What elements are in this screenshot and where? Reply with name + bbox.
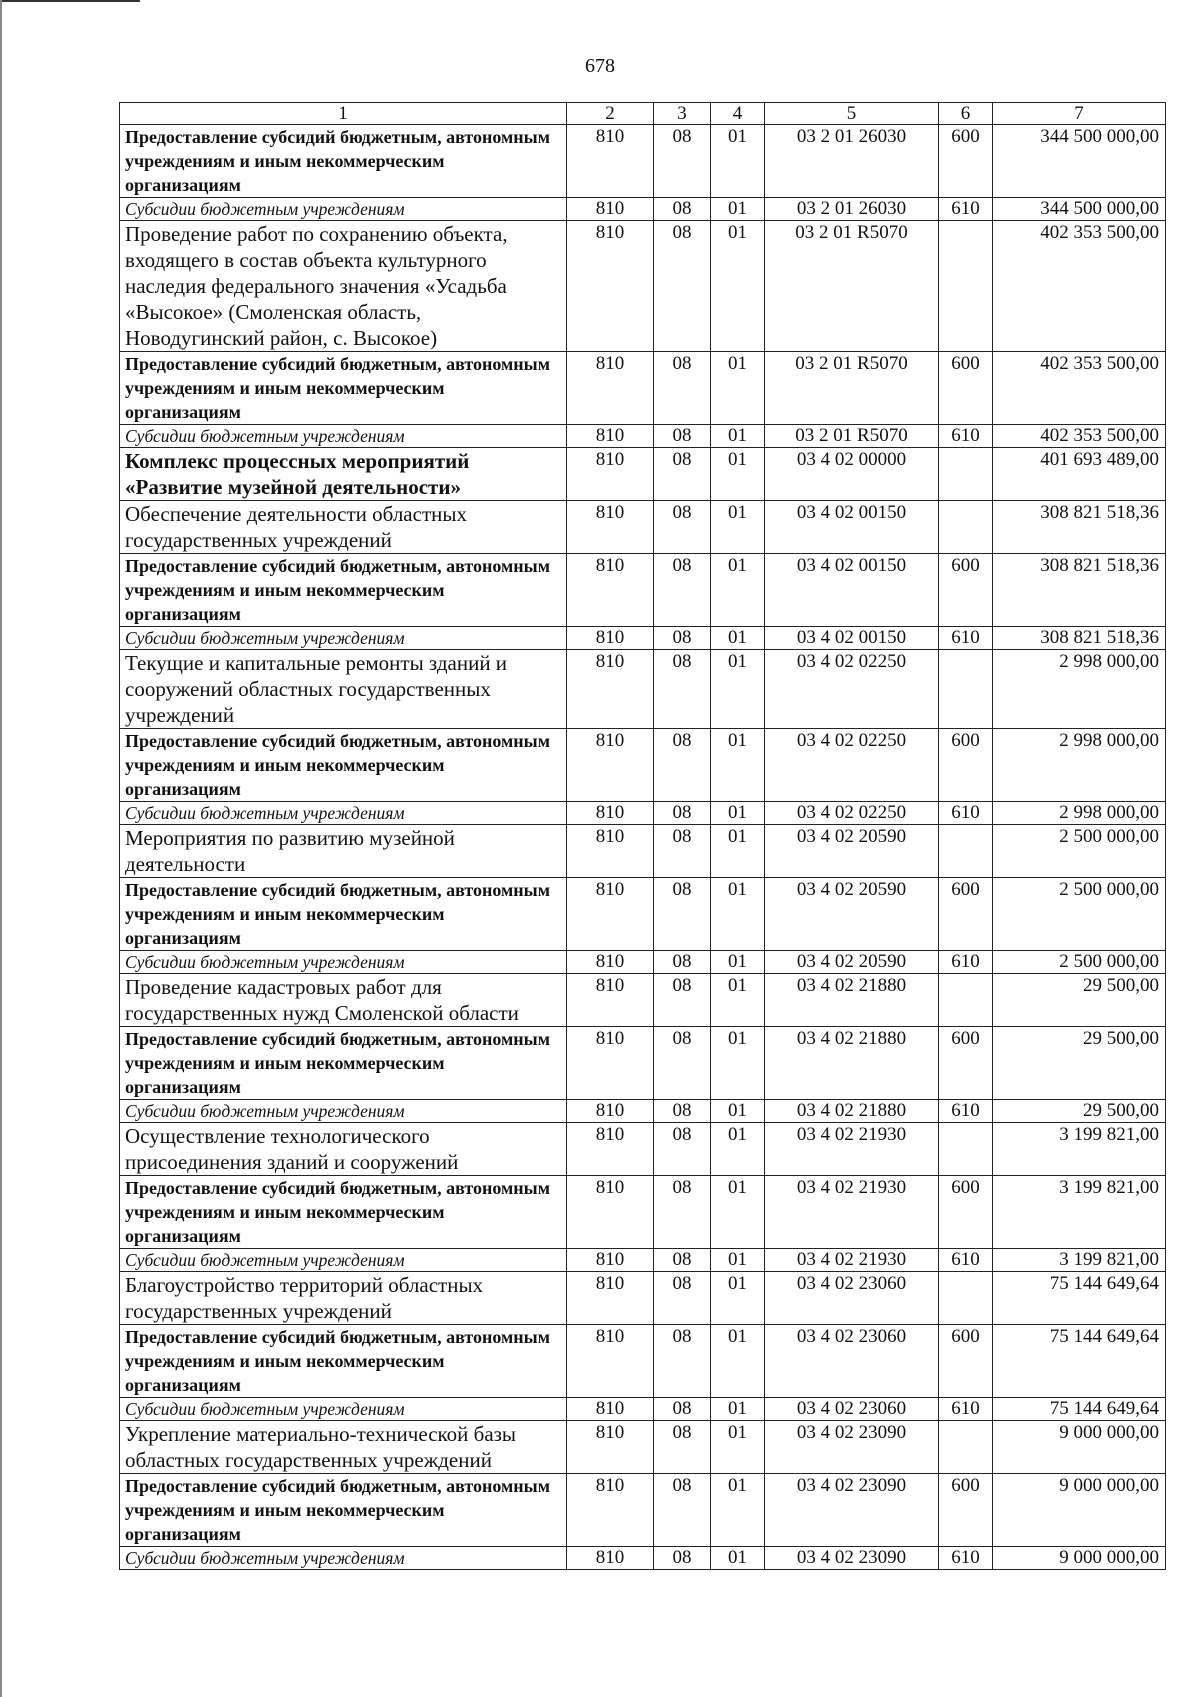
table-row bbox=[120, 1249, 1166, 1272]
row-amount: 2 500 000,00 bbox=[993, 878, 1166, 951]
row-amount: 75 144 649,64 bbox=[993, 1272, 1166, 1325]
row-expense-kind: 610 bbox=[939, 198, 993, 221]
row-target-article: 03 4 02 21880 bbox=[765, 974, 939, 1027]
row-expense-kind: 600 bbox=[939, 878, 993, 951]
row-target-article: 03 4 02 02250 bbox=[765, 729, 939, 802]
row-section: 08 bbox=[654, 1325, 711, 1398]
row-description: Предоставление субсидий бюджетным, автономным учреждениям и иным некоммерческим организациям bbox=[120, 1176, 567, 1249]
row-section: 08 bbox=[654, 125, 711, 198]
table-body bbox=[120, 125, 1166, 1570]
row-description: Субсидии бюджетным учреждениям bbox=[120, 1398, 567, 1421]
row-amount: 2 998 000,00 bbox=[993, 729, 1166, 802]
row-description: Субсидии бюджетным учреждениям bbox=[120, 802, 567, 825]
row-section: 08 bbox=[654, 1398, 711, 1421]
row-amount: 402 353 500,00 bbox=[993, 352, 1166, 425]
row-section: 08 bbox=[654, 1249, 711, 1272]
row-amount: 29 500,00 bbox=[993, 974, 1166, 1027]
row-subsection: 01 bbox=[711, 1547, 765, 1570]
row-description: Укрепление материально-технической базы областных государственных учреждений bbox=[120, 1421, 567, 1474]
row-target-article: 03 4 02 21930 bbox=[765, 1249, 939, 1272]
row-description: Субсидии бюджетным учреждениям bbox=[120, 1547, 567, 1570]
row-expense-kind bbox=[939, 1123, 993, 1176]
row-admin-code: 810 bbox=[567, 1272, 654, 1325]
row-section: 08 bbox=[654, 352, 711, 425]
header-col-5: 5 bbox=[765, 103, 939, 125]
row-admin-code: 810 bbox=[567, 951, 654, 974]
row-subsection: 01 bbox=[711, 825, 765, 878]
row-amount: 344 500 000,00 bbox=[993, 125, 1166, 198]
row-amount: 344 500 000,00 bbox=[993, 198, 1166, 221]
row-amount: 308 821 518,36 bbox=[993, 501, 1166, 554]
row-target-article: 03 4 02 23060 bbox=[765, 1272, 939, 1325]
row-subsection: 01 bbox=[711, 974, 765, 1027]
header-col-3: 3 bbox=[654, 103, 711, 125]
row-amount: 402 353 500,00 bbox=[993, 221, 1166, 352]
row-amount: 402 353 500,00 bbox=[993, 425, 1166, 448]
budget-table bbox=[119, 102, 1166, 1570]
row-amount: 2 998 000,00 bbox=[993, 650, 1166, 729]
row-description: Предоставление субсидий бюджетным, автономным учреждениям и иным некоммерческим организациям bbox=[120, 1027, 567, 1100]
row-description: Предоставление субсидий бюджетным, автономным учреждениям и иным некоммерческим организациям bbox=[120, 554, 567, 627]
table-row bbox=[120, 951, 1166, 974]
row-subsection: 01 bbox=[711, 1027, 765, 1100]
row-admin-code: 810 bbox=[567, 198, 654, 221]
row-expense-kind: 600 bbox=[939, 1027, 993, 1100]
row-section: 08 bbox=[654, 802, 711, 825]
row-admin-code: 810 bbox=[567, 221, 654, 352]
row-section: 08 bbox=[654, 627, 711, 650]
row-expense-kind: 610 bbox=[939, 425, 993, 448]
row-subsection: 01 bbox=[711, 1474, 765, 1547]
row-description: Предоставление субсидий бюджетным, автономным учреждениям и иным некоммерческим организациям bbox=[120, 125, 567, 198]
page-number: 678 bbox=[585, 55, 615, 77]
row-target-article: 03 2 01 R5070 bbox=[765, 425, 939, 448]
row-section: 08 bbox=[654, 974, 711, 1027]
row-section: 08 bbox=[654, 1100, 711, 1123]
row-target-article: 03 2 01 26030 bbox=[765, 198, 939, 221]
row-amount: 9 000 000,00 bbox=[993, 1421, 1166, 1474]
row-target-article: 03 4 02 21930 bbox=[765, 1123, 939, 1176]
row-target-article: 03 4 02 02250 bbox=[765, 650, 939, 729]
row-subsection: 01 bbox=[711, 125, 765, 198]
row-subsection: 01 bbox=[711, 1272, 765, 1325]
row-amount: 308 821 518,36 bbox=[993, 554, 1166, 627]
table-row bbox=[120, 1547, 1166, 1570]
scan-edge-left bbox=[0, 0, 2, 1697]
table-row bbox=[120, 1272, 1166, 1325]
row-target-article: 03 4 02 20590 bbox=[765, 951, 939, 974]
row-target-article: 03 4 02 23060 bbox=[765, 1398, 939, 1421]
row-section: 08 bbox=[654, 1176, 711, 1249]
row-subsection: 01 bbox=[711, 554, 765, 627]
row-expense-kind: 600 bbox=[939, 1474, 993, 1547]
table-row bbox=[120, 554, 1166, 627]
row-admin-code: 810 bbox=[567, 425, 654, 448]
row-expense-kind: 610 bbox=[939, 1100, 993, 1123]
row-admin-code: 810 bbox=[567, 125, 654, 198]
row-admin-code: 810 bbox=[567, 1100, 654, 1123]
header-col-4: 4 bbox=[711, 103, 765, 125]
row-admin-code: 810 bbox=[567, 1547, 654, 1570]
row-expense-kind bbox=[939, 1421, 993, 1474]
row-description: Субсидии бюджетным учреждениям bbox=[120, 951, 567, 974]
table-row bbox=[120, 198, 1166, 221]
row-amount: 2 500 000,00 bbox=[993, 951, 1166, 974]
row-subsection: 01 bbox=[711, 650, 765, 729]
row-section: 08 bbox=[654, 1547, 711, 1570]
table-row bbox=[120, 825, 1166, 878]
row-subsection: 01 bbox=[711, 448, 765, 501]
row-section: 08 bbox=[654, 1027, 711, 1100]
row-expense-kind: 600 bbox=[939, 554, 993, 627]
table-row bbox=[120, 878, 1166, 951]
table-row bbox=[120, 1123, 1166, 1176]
row-target-article: 03 4 02 21880 bbox=[765, 1100, 939, 1123]
row-target-article: 03 4 02 21880 bbox=[765, 1027, 939, 1100]
row-description: Проведение кадастровых работ для государственных нужд Смоленской области bbox=[120, 974, 567, 1027]
row-subsection: 01 bbox=[711, 878, 765, 951]
row-section: 08 bbox=[654, 1474, 711, 1547]
row-subsection: 01 bbox=[711, 627, 765, 650]
row-subsection: 01 bbox=[711, 352, 765, 425]
row-expense-kind: 610 bbox=[939, 802, 993, 825]
row-amount: 2 500 000,00 bbox=[993, 825, 1166, 878]
header-col-7: 7 bbox=[993, 103, 1166, 125]
row-admin-code: 810 bbox=[567, 1027, 654, 1100]
row-expense-kind bbox=[939, 825, 993, 878]
row-description: Субсидии бюджетным учреждениям bbox=[120, 1100, 567, 1123]
row-section: 08 bbox=[654, 878, 711, 951]
row-section: 08 bbox=[654, 221, 711, 352]
row-target-article: 03 2 01 R5070 bbox=[765, 352, 939, 425]
row-subsection: 01 bbox=[711, 1421, 765, 1474]
header-row bbox=[120, 103, 1166, 125]
row-expense-kind bbox=[939, 221, 993, 352]
row-target-article: 03 2 01 R5070 bbox=[765, 221, 939, 352]
row-admin-code: 810 bbox=[567, 878, 654, 951]
row-admin-code: 810 bbox=[567, 1421, 654, 1474]
row-admin-code: 810 bbox=[567, 554, 654, 627]
table-row bbox=[120, 125, 1166, 198]
table-row bbox=[120, 352, 1166, 425]
row-amount: 308 821 518,36 bbox=[993, 627, 1166, 650]
table-row bbox=[120, 974, 1166, 1027]
row-admin-code: 810 bbox=[567, 1325, 654, 1398]
row-target-article: 03 4 02 02250 bbox=[765, 802, 939, 825]
row-description: Предоставление субсидий бюджетным, автономным учреждениям и иным некоммерческим организациям bbox=[120, 1325, 567, 1398]
table-row bbox=[120, 729, 1166, 802]
header-col-1: 1 bbox=[120, 103, 567, 125]
row-expense-kind: 610 bbox=[939, 1398, 993, 1421]
table-row bbox=[120, 1398, 1166, 1421]
row-amount: 401 693 489,00 bbox=[993, 448, 1166, 501]
row-amount: 9 000 000,00 bbox=[993, 1547, 1166, 1570]
row-description: Благоустройство территорий областных государственных учреждений bbox=[120, 1272, 567, 1325]
row-description: Проведение работ по сохранению объекта, входящего в состав объекта культурного наследия федерального значения «Усадьба «Высокое» (Смоленская область, Новодугинский район, с. Высокое) bbox=[120, 221, 567, 352]
row-subsection: 01 bbox=[711, 198, 765, 221]
row-section: 08 bbox=[654, 198, 711, 221]
row-subsection: 01 bbox=[711, 729, 765, 802]
row-amount: 3 199 821,00 bbox=[993, 1249, 1166, 1272]
row-amount: 2 998 000,00 bbox=[993, 802, 1166, 825]
scan-edge-top bbox=[0, 0, 140, 2]
table-row bbox=[120, 501, 1166, 554]
row-subsection: 01 bbox=[711, 425, 765, 448]
row-subsection: 01 bbox=[711, 1398, 765, 1421]
row-expense-kind bbox=[939, 1272, 993, 1325]
row-amount: 9 000 000,00 bbox=[993, 1474, 1166, 1547]
row-target-article: 03 4 02 00150 bbox=[765, 627, 939, 650]
row-amount: 75 144 649,64 bbox=[993, 1398, 1166, 1421]
row-description: Предоставление субсидий бюджетным, автономным учреждениям и иным некоммерческим организациям bbox=[120, 352, 567, 425]
table-row bbox=[120, 1100, 1166, 1123]
row-expense-kind: 600 bbox=[939, 1325, 993, 1398]
row-expense-kind: 610 bbox=[939, 1547, 993, 1570]
row-amount: 75 144 649,64 bbox=[993, 1325, 1166, 1398]
row-amount: 29 500,00 bbox=[993, 1027, 1166, 1100]
row-description: Предоставление субсидий бюджетным, автономным учреждениям и иным некоммерческим организациям bbox=[120, 1474, 567, 1547]
row-admin-code: 810 bbox=[567, 1249, 654, 1272]
row-expense-kind: 610 bbox=[939, 627, 993, 650]
row-subsection: 01 bbox=[711, 1176, 765, 1249]
row-expense-kind bbox=[939, 501, 993, 554]
header-col-6: 6 bbox=[939, 103, 993, 125]
row-expense-kind bbox=[939, 974, 993, 1027]
row-admin-code: 810 bbox=[567, 501, 654, 554]
row-expense-kind: 610 bbox=[939, 951, 993, 974]
table-row bbox=[120, 1421, 1166, 1474]
row-target-article: 03 4 02 00000 bbox=[765, 448, 939, 501]
row-admin-code: 810 bbox=[567, 802, 654, 825]
row-admin-code: 810 bbox=[567, 650, 654, 729]
row-section: 08 bbox=[654, 448, 711, 501]
table-row bbox=[120, 425, 1166, 448]
row-expense-kind: 600 bbox=[939, 125, 993, 198]
table-row bbox=[120, 802, 1166, 825]
row-amount: 29 500,00 bbox=[993, 1100, 1166, 1123]
row-description: Осуществление технологического присоединения зданий и сооружений bbox=[120, 1123, 567, 1176]
row-section: 08 bbox=[654, 951, 711, 974]
row-section: 08 bbox=[654, 1123, 711, 1176]
table-row bbox=[120, 627, 1166, 650]
row-expense-kind: 600 bbox=[939, 729, 993, 802]
row-section: 08 bbox=[654, 425, 711, 448]
row-subsection: 01 bbox=[711, 1100, 765, 1123]
row-expense-kind: 600 bbox=[939, 1176, 993, 1249]
row-description: Текущие и капитальные ремонты зданий и сооружений областных государственных учреждений bbox=[120, 650, 567, 729]
row-subsection: 01 bbox=[711, 951, 765, 974]
row-target-article: 03 2 01 26030 bbox=[765, 125, 939, 198]
row-description: Субсидии бюджетным учреждениям bbox=[120, 198, 567, 221]
row-section: 08 bbox=[654, 729, 711, 802]
row-target-article: 03 4 02 20590 bbox=[765, 878, 939, 951]
table-row bbox=[120, 1176, 1166, 1249]
row-target-article: 03 4 02 00150 bbox=[765, 501, 939, 554]
row-subsection: 01 bbox=[711, 802, 765, 825]
row-description: Предоставление субсидий бюджетным, автономным учреждениям и иным некоммерческим организациям bbox=[120, 729, 567, 802]
row-description: Комплекс процессных мероприятий «Развитие музейной деятельности» bbox=[120, 448, 567, 501]
row-section: 08 bbox=[654, 825, 711, 878]
table-row bbox=[120, 1325, 1166, 1398]
row-description: Мероприятия по развитию музейной деятельности bbox=[120, 825, 567, 878]
row-description: Субсидии бюджетным учреждениям bbox=[120, 627, 567, 650]
row-subsection: 01 bbox=[711, 1325, 765, 1398]
table-row bbox=[120, 650, 1166, 729]
row-admin-code: 810 bbox=[567, 974, 654, 1027]
row-target-article: 03 4 02 23090 bbox=[765, 1474, 939, 1547]
row-target-article: 03 4 02 23060 bbox=[765, 1325, 939, 1398]
row-admin-code: 810 bbox=[567, 352, 654, 425]
header-col-2: 2 bbox=[567, 103, 654, 125]
row-section: 08 bbox=[654, 1272, 711, 1325]
row-target-article: 03 4 02 23090 bbox=[765, 1421, 939, 1474]
row-description: Субсидии бюджетным учреждениям bbox=[120, 1249, 567, 1272]
table-row bbox=[120, 448, 1166, 501]
row-admin-code: 810 bbox=[567, 729, 654, 802]
row-admin-code: 810 bbox=[567, 627, 654, 650]
row-target-article: 03 4 02 21930 bbox=[765, 1176, 939, 1249]
row-admin-code: 810 bbox=[567, 1398, 654, 1421]
row-admin-code: 810 bbox=[567, 1123, 654, 1176]
table-row bbox=[120, 1474, 1166, 1547]
row-admin-code: 810 bbox=[567, 1474, 654, 1547]
row-expense-kind: 600 bbox=[939, 352, 993, 425]
row-description: Обеспечение деятельности областных государственных учреждений bbox=[120, 501, 567, 554]
row-description: Субсидии бюджетным учреждениям bbox=[120, 425, 567, 448]
row-subsection: 01 bbox=[711, 221, 765, 352]
row-amount: 3 199 821,00 bbox=[993, 1176, 1166, 1249]
row-admin-code: 810 bbox=[567, 448, 654, 501]
row-section: 08 bbox=[654, 501, 711, 554]
row-target-article: 03 4 02 23090 bbox=[765, 1547, 939, 1570]
row-admin-code: 810 bbox=[567, 1176, 654, 1249]
row-description: Предоставление субсидий бюджетным, автономным учреждениям и иным некоммерческим организациям bbox=[120, 878, 567, 951]
table-row bbox=[120, 221, 1166, 352]
row-admin-code: 810 bbox=[567, 825, 654, 878]
row-expense-kind: 610 bbox=[939, 1249, 993, 1272]
row-target-article: 03 4 02 00150 bbox=[765, 554, 939, 627]
table-row bbox=[120, 1027, 1166, 1100]
row-expense-kind bbox=[939, 448, 993, 501]
row-section: 08 bbox=[654, 554, 711, 627]
row-subsection: 01 bbox=[711, 1123, 765, 1176]
row-section: 08 bbox=[654, 650, 711, 729]
row-expense-kind bbox=[939, 650, 993, 729]
row-subsection: 01 bbox=[711, 501, 765, 554]
row-amount: 3 199 821,00 bbox=[993, 1123, 1166, 1176]
row-target-article: 03 4 02 20590 bbox=[765, 825, 939, 878]
row-subsection: 01 bbox=[711, 1249, 765, 1272]
row-section: 08 bbox=[654, 1421, 711, 1474]
